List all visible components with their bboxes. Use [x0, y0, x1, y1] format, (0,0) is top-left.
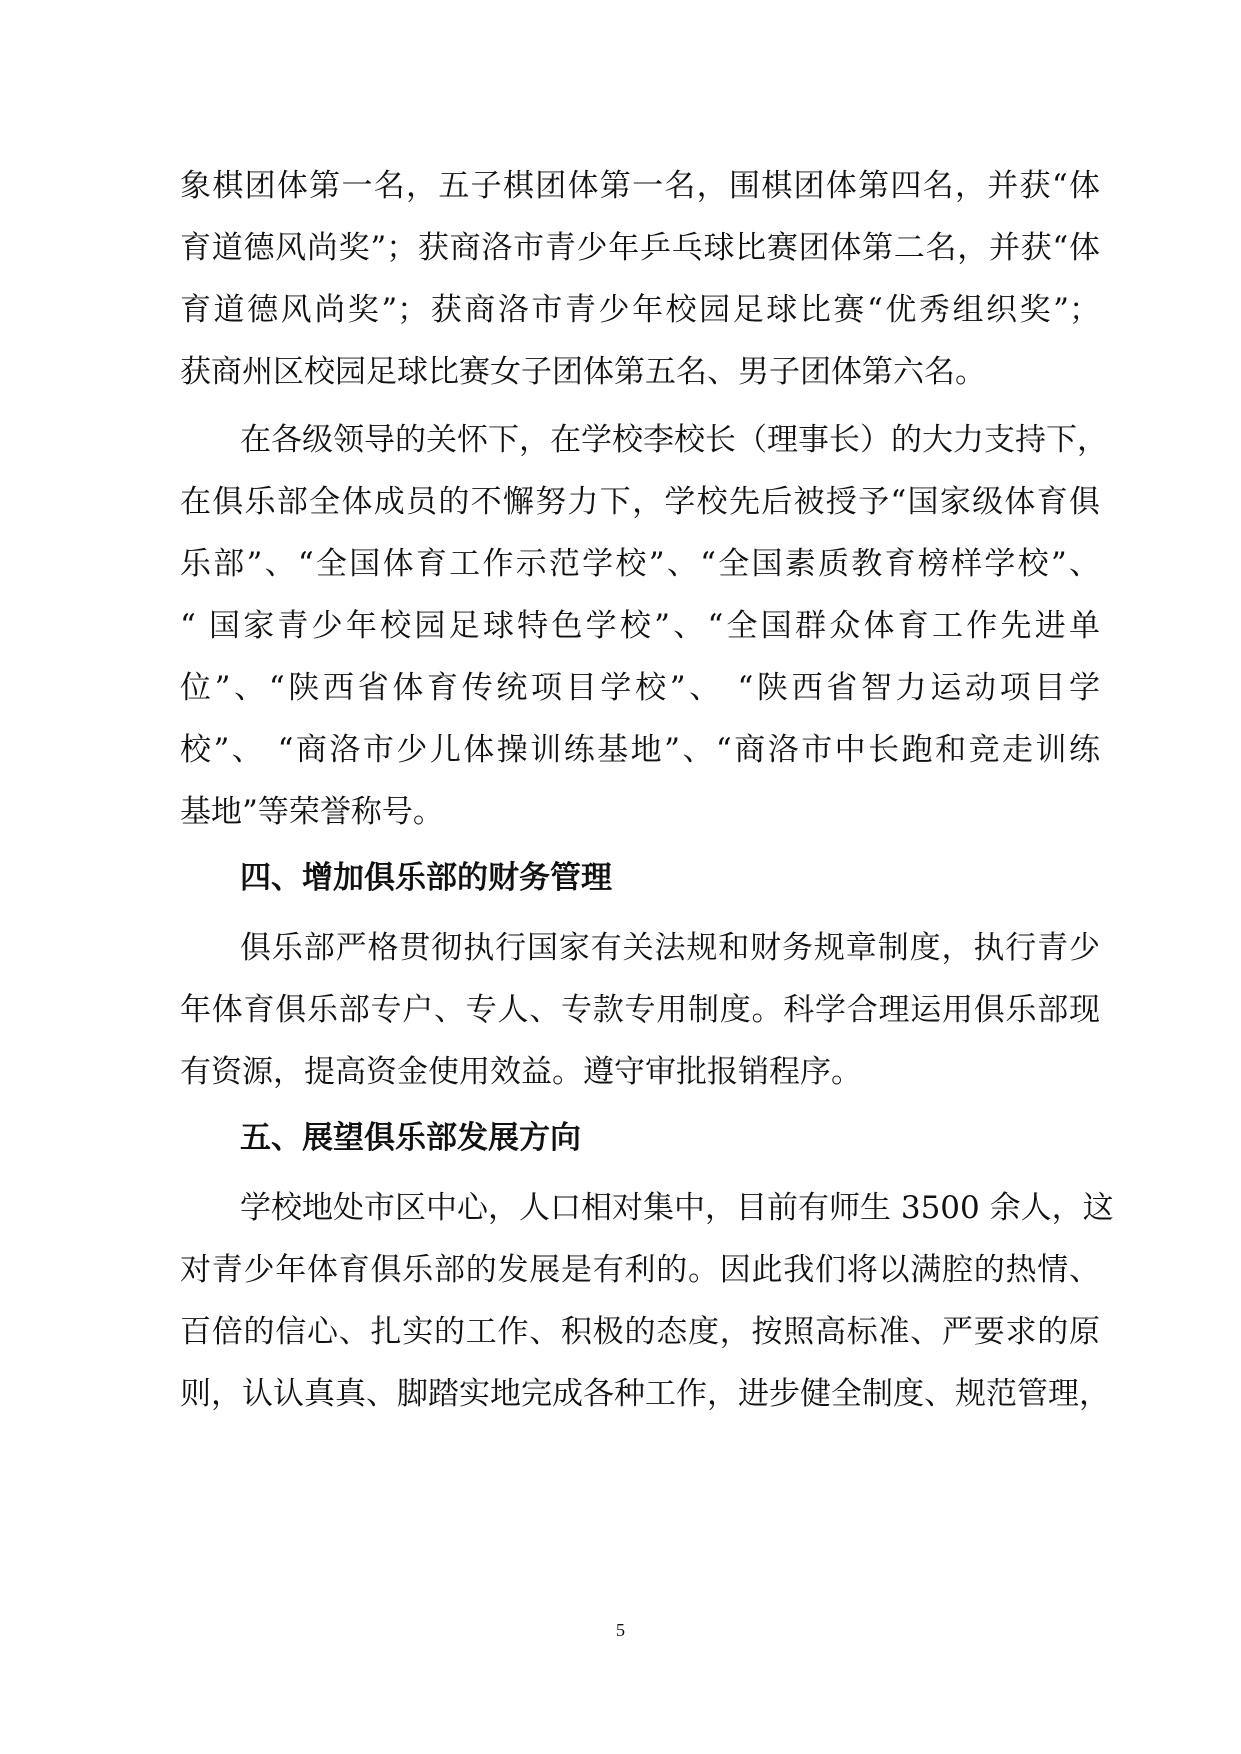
paragraph-line: 在各级领导的关怀下，在学校李校长（理事长）的大力支持下，	[240, 422, 1108, 458]
paragraph-line: 基地”等荣誉称号。	[180, 794, 444, 830]
paragraph-line: 百倍的信心、扎实的工作、积极的态度，按照高标准、严要求的原	[180, 1314, 1100, 1350]
paragraph-line: 育道德风尚奖”；获商洛市青少年乒乓球比赛团体第二名，并获“体	[180, 230, 1100, 266]
paragraph-line: 对青少年体育俱乐部的发展是有利的。因此我们将以满腔的热情、	[180, 1252, 1100, 1288]
paragraph-line: 校”、 “商洛市少儿体操训练基地”、“商洛市中长跑和竞走训练	[180, 732, 1100, 768]
paragraph-line: 象棋团体第一名，五子棋团体第一名，围棋团体第四名，并获“体	[180, 168, 1100, 204]
paragraph-line: 位”、“陕西省体育传统项目学校”、 “陕西省智力运动项目学	[180, 670, 1100, 706]
paragraph-line: 育道德风尚奖”；获商洛市青少年校园足球比赛“优秀组织奖”；	[180, 292, 1100, 328]
paragraph-line: 年体育俱乐部专户、专人、专款专用制度。科学合理运用俱乐部现	[180, 992, 1100, 1028]
paragraph-line: 则，认认真真、脚踏实地完成各种工作，进步健全制度、规范管理，	[180, 1376, 1110, 1412]
section-heading: 四、增加俱乐部的财务管理	[240, 860, 612, 896]
section-heading: 五、展望俱乐部发展方向	[240, 1120, 581, 1156]
paragraph-line: 有资源，提高资金使用效益。遵守审批报销程序。	[180, 1054, 862, 1090]
paragraph-line: 获商州区校园足球比赛女子团体第五名、男子团体第六名。	[180, 354, 986, 390]
page-number: 5	[616, 1620, 625, 1640]
paragraph-line: “ 国家青少年校园足球特色学校”、“全国群众体育工作先进单	[180, 608, 1100, 644]
paragraph-line: 俱乐部严格贯彻执行国家有关法规和财务规章制度，执行青少	[240, 930, 1100, 966]
paragraph-line: 乐部”、“全国体育工作示范学校”、“全国素质教育榜样学校”、	[180, 546, 1100, 582]
paragraph-line: 在俱乐部全体成员的不懈努力下，学校先后被授予“国家级体育俱	[180, 484, 1100, 520]
paragraph-line: 学校地处市区中心，人口相对集中，目前有师生 3500 余人，这	[240, 1190, 1114, 1226]
